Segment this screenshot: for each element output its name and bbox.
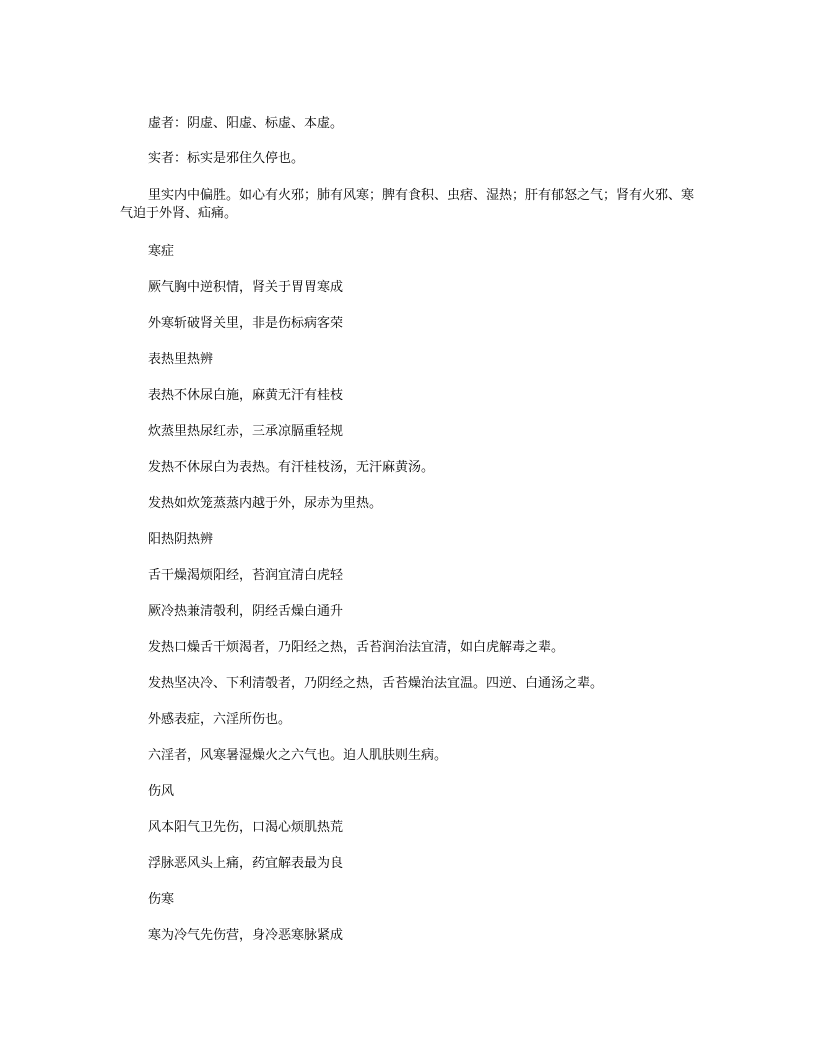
verse-line: 炊蒸里热尿红赤，三承凉膈重轻规 — [148, 424, 344, 439]
paragraph: 六淫者，风寒暑湿燥火之六气也。迫人肌肤则生病。 — [148, 748, 448, 763]
paragraph: 发热口燥舌干烦渴者，乃阳经之热，舌苔润治法宜清，如白虎解毒之辈。 — [148, 640, 565, 655]
verse-line: 厥气胸中逆积情，肾关于胃胃寒成 — [148, 280, 344, 295]
verse-line: 浮脉恶风头上痛，药宜解表最为良 — [148, 856, 344, 871]
heading-hanzheng: 寒症 — [148, 244, 175, 259]
paragraph: 发热坚决冷、下利清彀者，乃阴经之热，舌苔燥治法宜温。四逆、白通汤之辈。 — [148, 676, 604, 691]
heading-biaore-lire: 表热里热辨 — [148, 352, 214, 367]
verse-line: 厥冷热兼清彀利，阴经舌燥白通升 — [148, 604, 344, 619]
paragraph-xu: 虚者：阴虚、阳虚、标虚、本虚。 — [148, 116, 344, 131]
verse-line: 表热不休尿白施，麻黄无汗有桂枝 — [148, 388, 344, 403]
paragraph-lishi: 里实内中偏胜。如心有火邪；肺有风寒；脾有食积、虫痞、湿热；肝有郁怒之气；肾有火邪、寒气迫于外肾、疝痛。 — [120, 188, 695, 221]
verse-line: 舌干燥渴烦阳经，苔润宜清白虎轻 — [148, 568, 344, 583]
heading-yangre-yinre: 阳热阴热辨 — [148, 532, 214, 547]
paragraph: 发热如炊笼蒸蒸内越于外，尿赤为里热。 — [148, 496, 383, 511]
heading-shangfeng: 伤风 — [148, 784, 175, 799]
verse-line: 寒为冷气先伤营，身冷恶寒脉紧成 — [148, 928, 344, 943]
paragraph: 外感表症，六淫所伤也。 — [148, 712, 292, 727]
verse-line: 外寒斩破肾关里，非是伤标病客荣 — [148, 316, 344, 331]
heading-shanghan: 伤寒 — [148, 892, 175, 907]
verse-line: 风本阳气卫先伤，口渴心烦肌热荒 — [148, 820, 344, 835]
paragraph: 发热不休尿白为表热。有汗桂枝汤，无汗麻黄汤。 — [148, 460, 435, 475]
paragraph-shi: 实者：标实是邪住久停也。 — [148, 151, 305, 166]
